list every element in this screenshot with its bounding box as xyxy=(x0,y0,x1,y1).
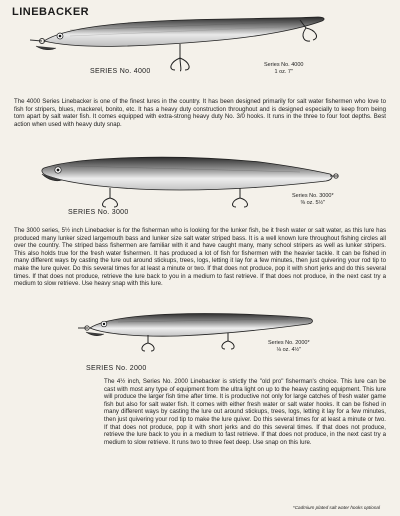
series-label-4000: SERIES No. 4000 xyxy=(90,68,151,75)
spec-3000-line2: ⅜ oz. 5½" xyxy=(300,199,326,206)
spec-4000-line2: 1 oz. 7" xyxy=(274,68,293,75)
brand-title: LINEBACKER xyxy=(12,6,90,18)
description-3000: The 3000 series, 5½ inch Linebacker is for the fisherman who is looking for the lunker fish, be it fresh water or salt water, as this lure has produced many lunker sized largemouth bass and lunker size salt water striped bass. It is a well known lure throughout fishing circles all over the country. The striped bass fishermen are familiar with it and have caught many, many school stripers as well as lunker stripers. This also holds true for the fresh water fishermen. It has produced a lot of fish for fishermen with the heavier tackle. It can be fished in many different ways by casting the lure out around stickups, trees, logs, letting it lay for a few minutes, then just quivering your rod tip to make the lure quiver. Do this several times for at least a minute or two. If that does not produce, pop it with short jerks and do this several times. If that does not produce, retrieve the lure back to you in a medium to fast retrieve. If that does not produce, in the next cast try a medium to slow retrieve. Use heavy snap with this lure. xyxy=(14,227,386,288)
spec-4000-line1: Series No. 4000 xyxy=(264,62,304,68)
spec-2000 xyxy=(268,340,310,353)
description-4000: The 4000 Series Linebacker is one of the finest lures in the country. It has been designed primarily for salt water fishermen who love to fish for stripers, blues, mackerel, bonito, etc. It has a heavy duty construction throughout and is designed especially to keep from being torn apart by salt water fish. It comes equipped with extra-strong heavy duty No. 3/0 hooks. It runs in the three to four foot depths. Best action when used with heavy duty snap. xyxy=(14,98,386,128)
description-2000: The 4½ inch, Series No. 2000 Linebacker is strictly the "old pro" fisherman's choice. This lure can be cast with most any type of equipment from the ultra light on up to the heavy casting equipment. This lure will produce the larger fish time after time. It is productive not only for large catches of fresh water game fish but also for salt water fish. It comes with either fresh water or salt water hooks. It can be fished in many different ways by casting the lure out around stickups, trees, logs, letting it lay for a few minutes, then just quivering your rod tip to make the lure quiver. Do this several times for at least a minute or two. If that does not produce, pop it with short jerks and do this several times. If that does not produce, retrieve the lure back to you in a medium to fast retrieve. If that does not produce, in the next cast try a medium to slow retrieve. It runs two to three feet deep. Use snap on this lure. xyxy=(104,378,386,446)
spec-3000-line1: Series No. 3000* xyxy=(292,193,334,199)
series-label-2000: SERIES No. 2000 xyxy=(86,365,147,372)
spec-2000-line1: Series No. 2000* xyxy=(268,340,310,346)
spec-2000-line2: ⅛ oz. 4½" xyxy=(276,346,302,353)
series-label-3000: SERIES No. 3000 xyxy=(68,209,129,216)
spec-4000 xyxy=(264,62,303,75)
footnote: *Cadmium plated salt water hooks optional xyxy=(292,505,380,510)
spec-3000 xyxy=(292,193,334,206)
